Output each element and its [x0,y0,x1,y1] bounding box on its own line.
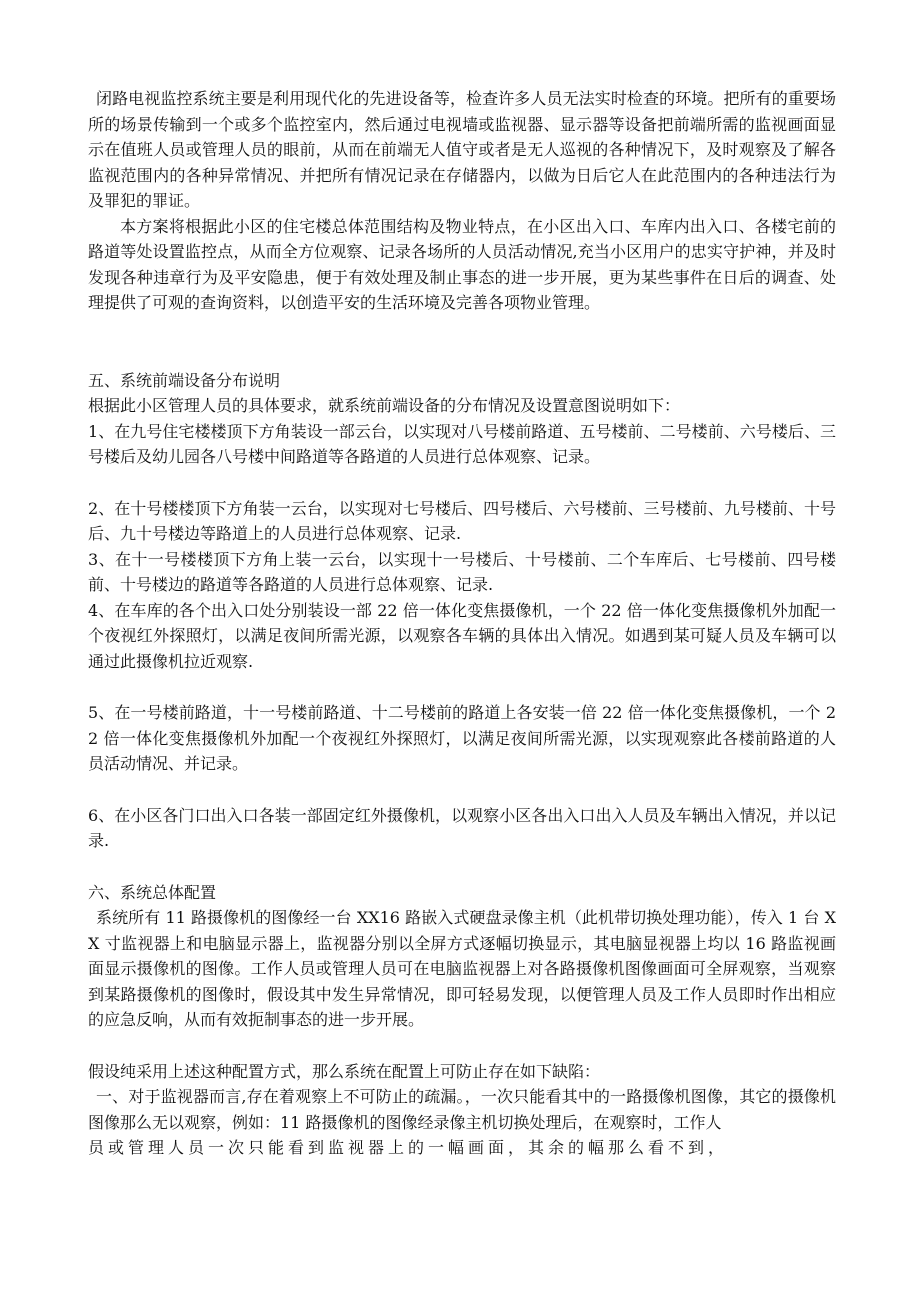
section-5-item-4: 4、在车库的各个出入口处分别装设一部 22 倍一体化变焦摄像机，一个 22 倍一体化变焦摄像机外加配一个夜视红外探照灯，以满足夜间所需光源，以观察各车辆的具体出入情况。如遇到某可疑人员及车辆可以通过此摄像机拉近观察. [88,600,836,671]
spacer [88,316,836,368]
section-5-item-5: 5、在一号楼前路道，十一号楼前路道、十二号楼前的路道上各安装一倍 22 倍一体化变焦摄像机，一个 22 倍一体化变焦摄像机外加配一个夜视红外探照灯，以满足夜间所需光源，以实现观察此各楼前路道的人员活动情况、并记录。 [88,703,836,773]
intro-paragraph-2: 本方案将根据此小区的住宅楼总体范围结构及物业特点，在小区出入口、车库内出入口、各楼宅前的路道等处设置监控点，从而全方位观察、记录各场所的人员活动情况,充当小区用户的忠实守护神，并及时发现各种违章行为及平安隐患，便于有效处理及制止事态的进一步开展，更为某些事件在日后的调查、处理提供了可观的查询资料，以创造平安的生活环境及完善各项物业管理。 [88,216,836,312]
section-5-item-3: 3、在十一号楼楼顶下方角上装一云台，以实现十一号楼后、十号楼前、二个车库后、七号楼前、四号楼前、十号楼边的路道等各路道的人员进行总体观察、记录. [88,549,836,594]
section-5-item-2: 2、在十号楼楼顶下方角装一云台，以实现对七号楼后、四号楼后、六号楼前、三号楼前、九号楼前、十号后、九十号楼边等路道上的人员进行总体观察、记录. [88,498,836,543]
spacer [88,854,836,880]
document-page [88,86,836,1161]
section-5-title: 五、系统前端设备分布说明 [88,370,281,390]
spacer [88,777,836,803]
spacer [88,674,836,700]
section-5-item-1: 1、在九号住宅楼楼顶下方角装设一部云台，以实现对八号楼前路道、五号楼前、二号楼前、六号楼后、三号楼后及幼儿园各八号楼中间路道等各路道的人员进行总体观察、记录。 [88,421,836,466]
spacer [88,1033,836,1059]
section-5-lead: 根据此小区管理人员的具体要求，就系统前端设备的分布情况及设置意图说明如下： [88,396,681,415]
section-6-paragraph-1: 系统所有 11 路摄像机的图像经一台 XX16 路嵌入式硬盘录像主机（此机带切换处理功能），传入 1 台 XX 寸监视器上和电脑显示器上，监视器分别以全屏方式逐幅切换显示，其电脑显视器上均以 16 路监视画面显示摄像机的图像。工作人员或管理人员可在电脑监视器上对各路摄像机图像画面可全屏观察，当观察到某路摄像机的图像时，假设其中发生异常情况，即可轻易发现，以便管理人员及工作人员即时作出相应的应急反响，从而有效扼制事态的进一步开展。 [88,908,836,1029]
section-6-paragraph-3: 一、对于监视器而言,存在着观察上不可防止的疏漏。，一次只能看其中的一路摄像机图像，其它的摄像机图像那么无以观察，例如：11 路摄像机的图像经录像主机切换处理后，在观察时，工作人 [88,1087,836,1132]
section-6-paragraph-3-last-line: 员或管理人员一次只能看到监视器上的一幅画面，其余的幅那么看不到， [88,1138,729,1157]
section-5-item-6: 6、在小区各门口出入口各装一部固定红外摄像机，以观察小区各出入口出入人员及车辆出入情况，并以记录. [88,805,836,850]
section-6-paragraph-2: 假设纯采用上述这种配置方式，那么系统在配置上可防止存在如下缺陷： [88,1061,601,1081]
spacer [88,470,836,496]
intro-paragraph-1: 闭路电视监控系统主要是利用现代化的先进设备等，检查许多人员无法实时检查的环境。把所有的重要场所的场景传输到一个或多个监控室内，然后通过电视墙或监视器、显示器等设备把前端所需的监视画面显示在值班人员或管理人员的眼前，从而在前端无人值守或者是无人巡视的各种情况下，及时观察及了解各监视范围内的各种异常情况、并把所有情况记录在存储器内，以做为日后它人在此范围内的各种违法行为及罪犯的罪证。 [88,89,836,210]
section-6-title: 六、系统总体配置 [88,882,217,902]
